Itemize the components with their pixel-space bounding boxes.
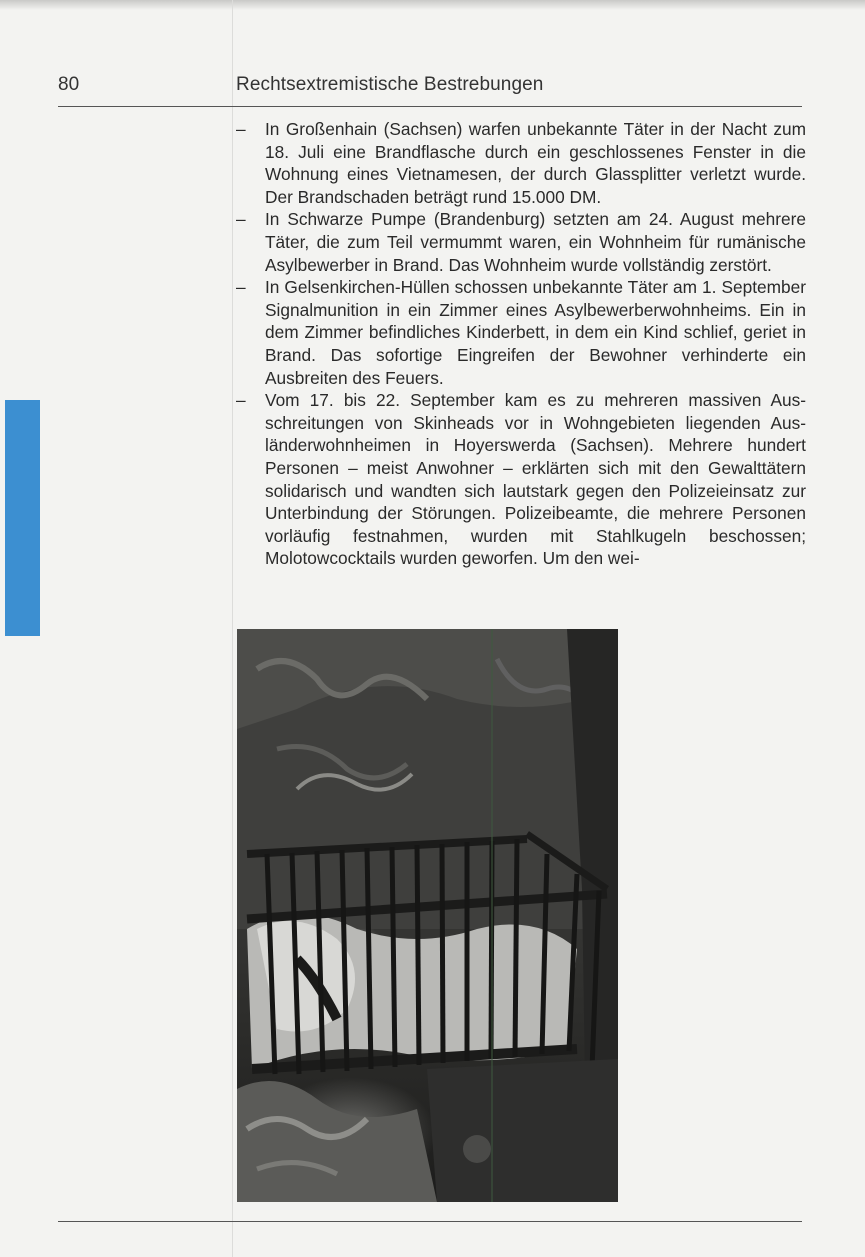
list-dash: – [236, 119, 246, 139]
page-number: 80 [58, 74, 80, 95]
incident-list [236, 118, 806, 570]
list-dash: – [236, 277, 246, 298]
photo-burnt-crib-illustration [237, 629, 618, 1202]
list-item [236, 276, 806, 389]
footer-rule [58, 1221, 802, 1222]
header-rule [58, 106, 802, 107]
list-item [236, 208, 806, 276]
list-item-text: In Großenhain (Sachsen) warfen unbekannte Täter in der Nacht zum 18. Juli eine Brandflasche durch ein geschlossenes Fenster in die Wohnung eines Vietnamesen, der durch Glassplitter verletzt wurde. Der Brandschaden beträgt rund 15.000 DM. [265, 119, 806, 207]
photo-burnt-crib [237, 629, 618, 1202]
scan-top-edge [0, 0, 865, 10]
list-dash: – [236, 390, 246, 411]
scan-gutter-line [232, 0, 233, 1257]
list-item-text: In Schwarze Pumpe (Brandenburg) setzten am 24. August mehrere Täter, die zum Teil vermummt waren, ein Wohnheim für rumänische Asylbewerber in Brand. Das Wohnheim wurde vollständig zerstört. [265, 209, 806, 275]
list-item [236, 118, 806, 208]
chapter-tab-marker [5, 400, 40, 636]
list-item-text: Vom 17. bis 22. September kam es zu mehreren massiven Ausschreitungen von Skinheads vor in Wohngebieten liegenden Ausländerwohnheimen in Hoyerswerda (Sachsen). Mehrere hundert Personen – meist Anwohner – erklärten sich mit den Gewalttätern solidarisch und wandten sich lautstark gegen den Polizeieinsatz zur Unterbindung der Störungen. Polizeibeamte, die mehrere Personen vorläufig festnahmen, wurden mit Stahlkugeln beschossen; Molotowcocktails wurden geworfen. Um den wei- [265, 390, 806, 569]
list-item-text: In Gelsenkirchen-Hüllen schossen unbekannte Täter am 1. September Signalmunition in ein Zimmer eines Asylbewerberwohnheims. Ein in dem Zimmer befindliches Kinderbett, in dem ein Kind schlief, geriet in Brand. Das sofortige Eingreifen der Bewohner verhinderte ein Ausbreiten des Feuers. [265, 277, 806, 388]
running-title: Rechtsextremistische Bestrebungen [236, 74, 544, 95]
list-item [236, 389, 806, 570]
list-dash: – [236, 209, 246, 230]
